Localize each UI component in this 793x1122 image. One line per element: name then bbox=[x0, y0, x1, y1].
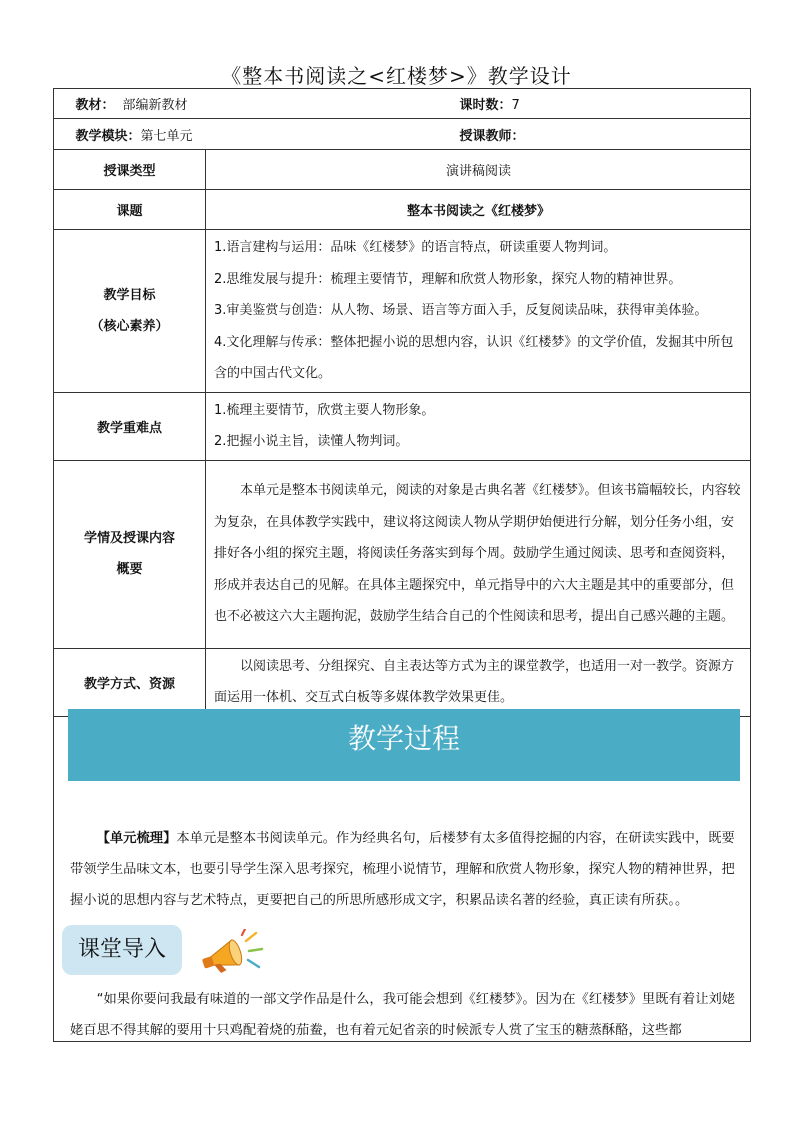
type-value: 演讲稿阅读 bbox=[206, 150, 752, 190]
key-points-label: 教学重难点 bbox=[54, 392, 206, 460]
goals-label-cell bbox=[54, 230, 206, 393]
method-label: 教学方式、资源 bbox=[54, 648, 206, 716]
method-text: 以阅读思考、分组探究、自主表达等方式为主的课堂教学，也适用一对一教学。资源方面运用一体机、交互式白板等多媒体教学效果更佳。 bbox=[214, 658, 735, 705]
goals-label: 教学目标 bbox=[103, 287, 156, 303]
key-points-row bbox=[54, 392, 752, 460]
intro-text: “如果你要问我最有味道的一部文学作品是什么，我可能会想到《红楼梦》。因为在《红楼梦》里既有着让刘姥姥百思不得其解的要用十只鸡配着烧的茄鲞，也有着元妃省亲的时候派专人赏了宝玉的糖蒸酥酪，这些都 bbox=[70, 992, 736, 1038]
goal-item: 4.文化理解与传承：整体把握小说的思想内容，认识《红楼梦》的文学价值，发掘其中所包含的中国古代文化。 bbox=[214, 334, 734, 381]
hours-label: 课时数： bbox=[459, 98, 512, 113]
document-title: 《整本书阅读之<红楼梦>》教学设计 bbox=[221, 64, 572, 88]
goal-item: 3.审美鉴赏与创造：从人物、场景、语言等方面入手，反复阅读品味，获得审美体验。 bbox=[214, 303, 708, 318]
goal-item: 1.语言建构与运用：品味《红楼梦》的语言特点，研读重要人物判词。 bbox=[214, 240, 617, 255]
situation-text: 本单元是整本书阅读单元，阅读的对象是古典名著《红楼梦》。但该书篇幅较长，内容较为复杂，在具体教学实践中，建议将这阅读人物从学期伊始便进行分解，划分任务小组，安排好各小组的探究主题，将阅读任务落实到每个周。鼓励学生通过阅读、思考和查阅资料，形成并表达自己的见解。在具体主题探究中，单元指导中的六大主题是其中的重要部分，但也不必被这六大主题拘泥，鼓励学生结合自己的个性阅读和思考，提出自己感兴趣的主题。 bbox=[214, 483, 741, 625]
textbook-label: 教材： bbox=[75, 98, 115, 113]
teacher-label: 授课教师： bbox=[459, 128, 525, 144]
summary-tag: 【单元梳理】 bbox=[96, 831, 177, 846]
goals-label-sub: （核心素养） bbox=[90, 318, 169, 334]
meta-row-1 bbox=[54, 89, 752, 119]
summary-text: 本单元是整本书阅读单元。作为经典名句，后楼梦有太多值得挖掘的内容，在研读实践中，既要带领学生品味文本，也要引导学生深入思考探究，梳理小说情节，理解和欣赏人物形象，探究人物的精神世界，把握小说的思想内容与艺术特点，更要把自己的所思所感形成文字，积累品读名著的经验，真正读有所获。。 bbox=[70, 831, 735, 908]
situation-label-cell bbox=[54, 460, 206, 648]
type-label: 授课类型 bbox=[54, 150, 206, 190]
lesson-info-table bbox=[53, 88, 751, 717]
topic-row bbox=[54, 190, 752, 230]
situation-content bbox=[206, 460, 752, 648]
goals-row bbox=[54, 230, 752, 393]
topic-value: 整本书阅读之《红楼梦》 bbox=[206, 190, 752, 230]
unit-summary bbox=[70, 823, 740, 916]
situation-label: 学情及授课内容 bbox=[83, 531, 175, 546]
type-row bbox=[54, 150, 752, 190]
key-points-content bbox=[206, 392, 752, 460]
topic-label: 课题 bbox=[54, 190, 206, 230]
lesson-plan-frame bbox=[53, 88, 751, 1042]
intro-heading: 课堂导入 bbox=[62, 925, 182, 975]
process-banner: 教学过程 bbox=[68, 709, 740, 781]
goals-content bbox=[206, 230, 752, 393]
goal-item: 2.思维发展与提升：梳理主要情节，理解和欣赏人物形象，探究人物的精神世界。 bbox=[214, 271, 682, 287]
key-point-item: 2.把握小说主旨，读懂人物判词。 bbox=[214, 434, 409, 449]
textbook-value: 部编新教材 bbox=[122, 98, 188, 113]
megaphone-icon bbox=[196, 929, 266, 977]
situation-label-sub: 概要 bbox=[116, 562, 143, 577]
key-point-item: 1.梳理主要情节，欣赏主要人物形象。 bbox=[214, 402, 435, 418]
module-label: 教学模块： bbox=[75, 128, 141, 144]
module-value: 第七单元 bbox=[140, 128, 193, 144]
meta-row-2 bbox=[54, 119, 752, 150]
method-row bbox=[54, 648, 752, 716]
situation-row bbox=[54, 460, 752, 648]
hours-value: 7 bbox=[511, 98, 520, 113]
method-content bbox=[206, 648, 752, 716]
